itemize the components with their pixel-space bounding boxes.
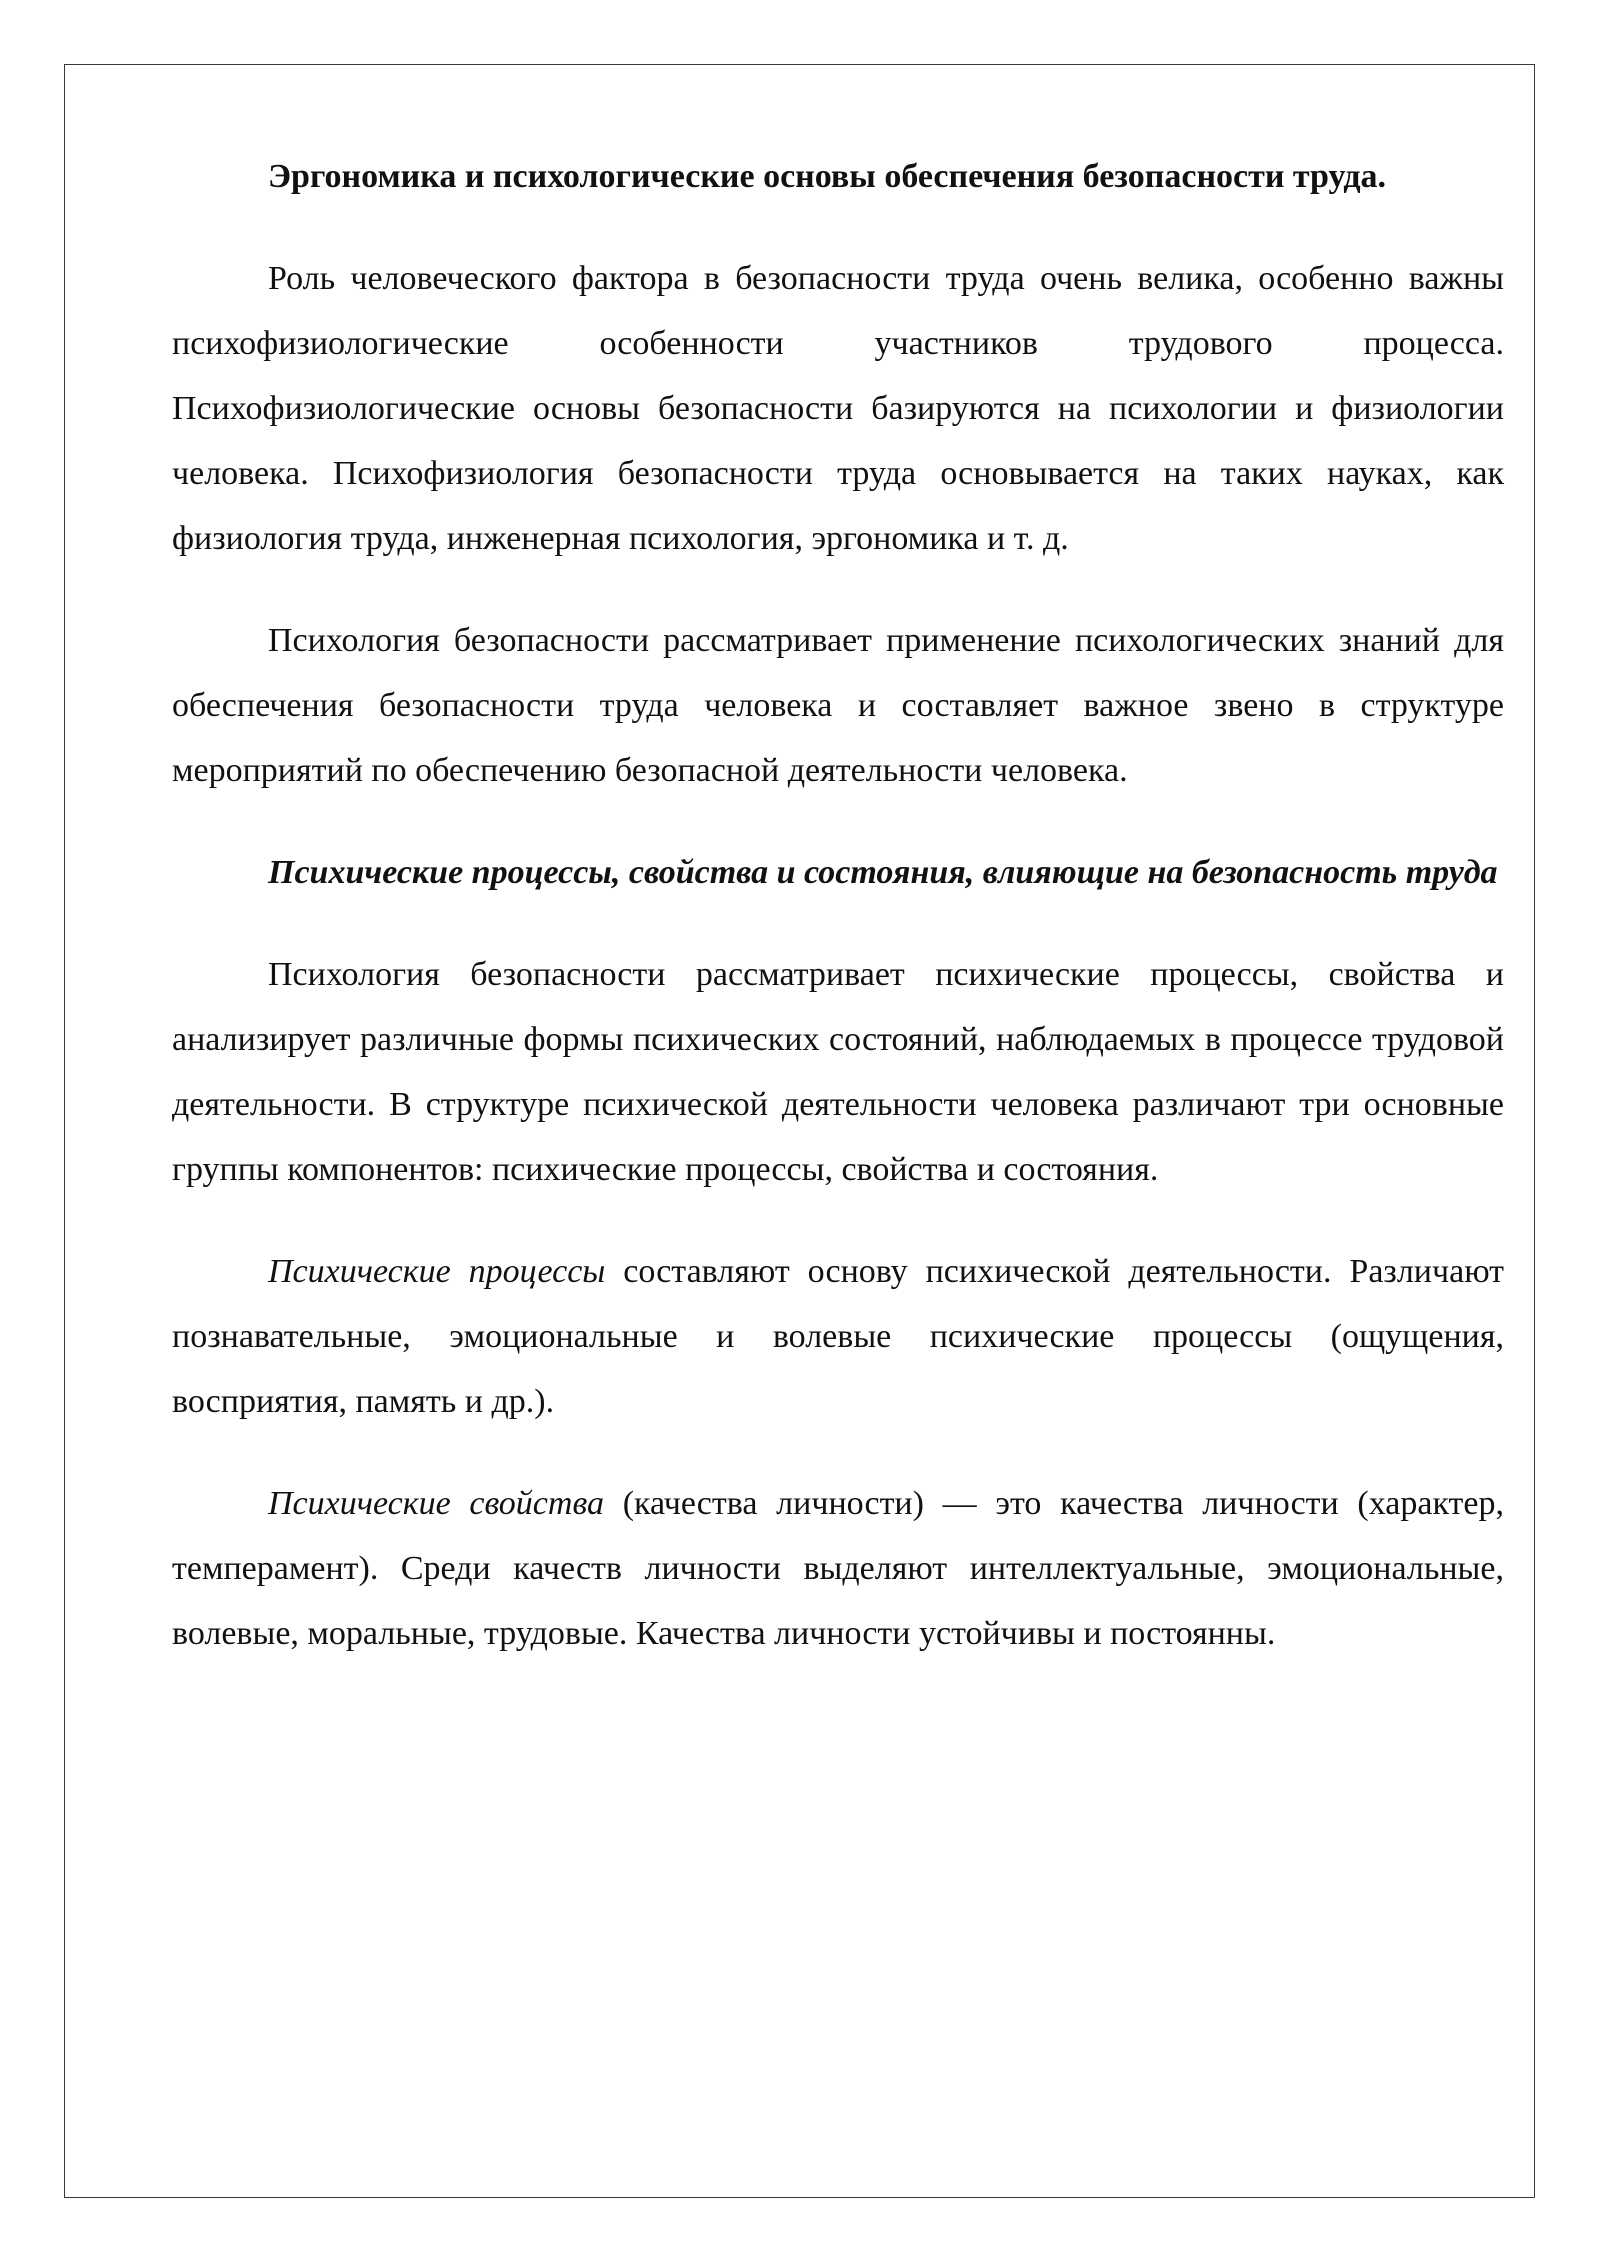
section-subheading: Психические процессы, свойства и состояния, влияющие на безопасность труда [268, 854, 1498, 891]
paragraph-mental-processes [172, 1239, 1504, 1434]
paragraph-safety-psychology: Психология безопасности рассматривает применение психологических знаний для обеспечения безопасности труда человека и составляет важное звено в структуре мероприятий по обеспечению безопасной деятельности человека. [172, 622, 1504, 789]
term-mental-properties: Психические свойства [268, 1485, 604, 1522]
paragraph-human-factor: Роль человеческого фактора в безопасности труда очень велика, особенно важны психофизиологические особенности участников трудового процесса. Психофизиологические основы безопасности базируются на психологии и физиологии человека. Психофизиология безопасности труда основывается на таких науках, как физиология труда, инженерная психология, эргономика и т. д. [172, 260, 1504, 557]
term-mental-processes: Психические процессы [268, 1253, 606, 1290]
document-body [172, 144, 1504, 1703]
paragraph-mental-properties [172, 1471, 1504, 1666]
paragraph-mental-components: Психология безопасности рассматривает психические процессы, свойства и анализирует различные формы психических состояний, наблюдаемых в процессе трудовой деятельности. В структуре психической деятельности человека различают три основные группы компонентов: психические процессы, свойства и состояния. [172, 956, 1504, 1188]
document-title: Эргономика и психологические основы обеспечения безопасности труда. [268, 158, 1387, 195]
mental-processes-text: составляют основу психической деятельности. Различают познавательные, эмоциональные и волевые психические процессы (ощущения, восприятия, память и др.). [172, 1253, 1505, 1420]
mental-properties-text: (качества личности) — это качества личности (характер, темперамент). Среди качеств личности выделяют интеллектуальные, эмоциональные, волевые, моральные, трудовые. Качества личности устойчивы и постоянны. [172, 1485, 1505, 1652]
